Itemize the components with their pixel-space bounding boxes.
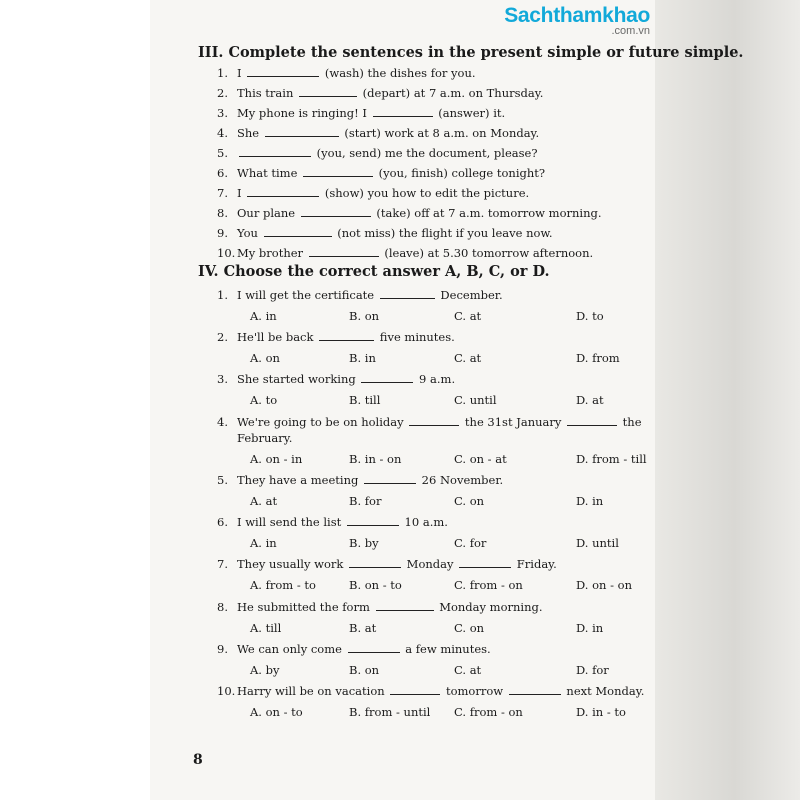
question-number: 6.	[217, 515, 228, 529]
answer-option[interactable]: A. in	[250, 309, 277, 323]
exercise-item	[217, 226, 553, 241]
answer-option[interactable]: B. on - to	[349, 578, 402, 592]
item-number: 9.	[217, 226, 228, 240]
answer-blank[interactable]	[264, 226, 332, 237]
item-text-before: I	[237, 186, 246, 200]
question-text: Harry will be on vacation	[237, 684, 389, 698]
exercise-item	[217, 146, 538, 161]
question-text: We're going to be on holiday	[237, 415, 408, 429]
answer-option[interactable]: B. on	[349, 663, 380, 677]
answer-blank[interactable]	[309, 246, 379, 257]
question-text: Friday.	[513, 557, 557, 571]
question-text: She started working	[237, 372, 360, 386]
answer-blank[interactable]	[409, 415, 459, 426]
answer-blank[interactable]	[303, 166, 373, 177]
answer-option[interactable]: A. on - in	[250, 452, 303, 466]
answer-option[interactable]: C. at	[454, 309, 482, 323]
question-item	[217, 473, 503, 488]
answer-option[interactable]: A. on	[250, 351, 280, 365]
page-number: 8	[193, 752, 203, 768]
question-item	[217, 372, 455, 387]
item-text-after: (depart) at 7 a.m. on Thursday.	[359, 86, 544, 100]
page-edge-shadow	[655, 0, 800, 800]
question-text: They usually work	[237, 557, 348, 571]
item-text-after: (start) work at 8 a.m. on Monday.	[340, 126, 540, 140]
item-number: 1.	[217, 66, 228, 80]
question-text-line2: February.	[237, 431, 293, 445]
answer-option[interactable]: D. in	[576, 494, 604, 508]
question-text: He submitted the form	[237, 600, 374, 614]
answer-option[interactable]: C. from - on	[454, 578, 523, 592]
answer-option[interactable]: C. for	[454, 536, 487, 550]
question-item	[217, 288, 503, 303]
question-item	[217, 557, 557, 572]
answer-option[interactable]: B. by	[349, 536, 379, 550]
item-text-after: (you, finish) college tonight?	[375, 166, 546, 180]
answer-option[interactable]: C. at	[454, 663, 482, 677]
answer-option[interactable]: C. until	[454, 393, 497, 407]
question-text: December.	[436, 288, 503, 302]
exercise-item	[217, 206, 602, 221]
answer-blank[interactable]	[509, 684, 561, 695]
answer-option[interactable]: C. on	[454, 494, 485, 508]
question-text: a few minutes.	[401, 642, 491, 656]
answer-option[interactable]: B. at	[349, 621, 377, 635]
item-text-after: (you, send) me the document, please?	[313, 146, 538, 160]
exercise-item	[217, 66, 476, 81]
site-logo	[500, 4, 650, 37]
question-number: 9.	[217, 642, 228, 656]
answer-option[interactable]: A. till	[250, 621, 282, 635]
question-number: 8.	[217, 600, 228, 614]
question-text: Monday morning.	[435, 600, 543, 614]
item-number: 2.	[217, 86, 228, 100]
item-number: 5.	[217, 146, 228, 160]
question-number: 10.	[217, 684, 236, 698]
answer-option[interactable]: D. to	[576, 309, 604, 323]
answer-option[interactable]: A. at	[250, 494, 278, 508]
answer-option[interactable]: A. from - to	[250, 578, 316, 592]
question-text: Monday	[403, 557, 458, 571]
question-item	[217, 515, 448, 530]
answer-blank[interactable]	[361, 372, 413, 383]
answer-blank[interactable]	[239, 146, 311, 157]
question-number: 1.	[217, 288, 228, 302]
question-text: 26 November.	[418, 473, 504, 487]
item-text-before: What time	[237, 166, 302, 180]
answer-blank[interactable]	[459, 557, 511, 568]
answer-option[interactable]: A. on - to	[250, 705, 303, 719]
answer-blank[interactable]	[347, 515, 399, 526]
section-4-title: IV. Choose the correct answer A, B, C, or D.	[198, 263, 550, 280]
item-text-after: (show) you how to edit the picture.	[321, 186, 530, 200]
answer-option[interactable]: D. from	[576, 351, 620, 365]
question-number: 4.	[217, 415, 228, 429]
answer-option[interactable]: C. on - at	[454, 452, 507, 466]
answer-option[interactable]: D. from - till	[576, 452, 647, 466]
item-text-after: (answer) it.	[434, 106, 506, 120]
item-text-before: My brother	[237, 246, 307, 260]
question-text: the 31st January	[461, 415, 566, 429]
answer-option[interactable]: D. at	[576, 393, 604, 407]
item-text-after: (take) off at 7 a.m. tomorrow morning.	[372, 206, 602, 220]
item-text-after: (wash) the dishes for you.	[321, 66, 476, 80]
answer-option[interactable]: C. at	[454, 351, 482, 365]
answer-blank[interactable]	[348, 642, 400, 653]
answer-blank[interactable]	[373, 106, 433, 117]
answer-option[interactable]: B. from - until	[349, 705, 431, 719]
question-text: I will send the list	[237, 515, 345, 529]
answer-blank[interactable]	[380, 288, 435, 299]
answer-option[interactable]: B. for	[349, 494, 382, 508]
question-text: five minutes.	[376, 330, 455, 344]
question-text: 9 a.m.	[415, 372, 456, 386]
question-text: tomorrow	[442, 684, 507, 698]
item-number: 10.	[217, 246, 236, 260]
answer-option[interactable]: B. till	[349, 393, 381, 407]
exercise-item	[217, 86, 543, 101]
answer-option[interactable]: C. from - on	[454, 705, 523, 719]
answer-blank[interactable]	[376, 600, 434, 611]
answer-blank[interactable]	[364, 473, 416, 484]
exercise-item	[217, 246, 593, 261]
answer-blank[interactable]	[319, 330, 374, 341]
question-item	[217, 414, 651, 446]
logo-main-text: Sachthamkhao	[504, 4, 650, 27]
answer-blank[interactable]	[247, 66, 319, 77]
answer-option[interactable]: B. on	[349, 309, 380, 323]
item-text-before: My phone is ringing! I	[237, 106, 371, 120]
item-text-before: This train	[237, 86, 298, 100]
answer-blank[interactable]	[265, 126, 339, 137]
answer-blank[interactable]	[247, 186, 319, 197]
answer-option[interactable]: D. on - on	[576, 578, 632, 592]
question-item	[217, 330, 455, 345]
answer-blank[interactable]	[301, 206, 371, 217]
answer-option[interactable]: C. on	[454, 621, 485, 635]
question-item	[217, 684, 644, 699]
question-number: 7.	[217, 557, 228, 571]
answer-blank[interactable]	[349, 557, 401, 568]
item-number: 4.	[217, 126, 228, 140]
exercise-item	[217, 186, 529, 201]
item-text-before: I	[237, 66, 246, 80]
question-text: next Monday.	[562, 684, 645, 698]
question-number: 2.	[217, 330, 228, 344]
question-text: We can only come	[237, 642, 346, 656]
question-item	[217, 600, 543, 615]
logo-sub-text: .com.vn	[611, 25, 650, 37]
question-number: 5.	[217, 473, 228, 487]
question-text: They have a meeting	[237, 473, 363, 487]
question-text: 10 a.m.	[400, 515, 448, 529]
answer-option[interactable]: A. in	[250, 536, 277, 550]
item-text-before: You	[237, 226, 262, 240]
section-3-title: III. Complete the sentences in the present simple or future simple.	[198, 44, 744, 61]
item-number: 7.	[217, 186, 228, 200]
question-number: 3.	[217, 372, 228, 386]
item-number: 6.	[217, 166, 228, 180]
question-text: I will get the certificate	[237, 288, 378, 302]
answer-option[interactable]: A. by	[250, 663, 280, 677]
answer-option[interactable]: A. to	[250, 393, 278, 407]
question-text: He'll be back	[237, 330, 318, 344]
item-text-before: Our plane	[237, 206, 299, 220]
answer-option[interactable]: D. for	[576, 663, 609, 677]
answer-blank[interactable]	[390, 684, 440, 695]
answer-blank[interactable]	[299, 86, 357, 97]
answer-option[interactable]: D. in - to	[576, 705, 626, 719]
item-text-after: (not miss) the flight if you leave now.	[333, 226, 553, 240]
answer-blank[interactable]	[567, 415, 617, 426]
item-text-before: She	[237, 126, 263, 140]
answer-option[interactable]: D. until	[576, 536, 619, 550]
item-number: 8.	[217, 206, 228, 220]
exercise-item	[217, 166, 545, 181]
question-text: the	[619, 415, 642, 429]
item-text-after: (leave) at 5.30 tomorrow afternoon.	[380, 246, 594, 260]
answer-option[interactable]: B. in - on	[349, 452, 402, 466]
exercise-item	[217, 126, 539, 141]
exercise-item	[217, 106, 505, 121]
answer-option[interactable]: B. in	[349, 351, 376, 365]
question-item	[217, 642, 491, 657]
item-number: 3.	[217, 106, 228, 120]
answer-option[interactable]: D. in	[576, 621, 604, 635]
